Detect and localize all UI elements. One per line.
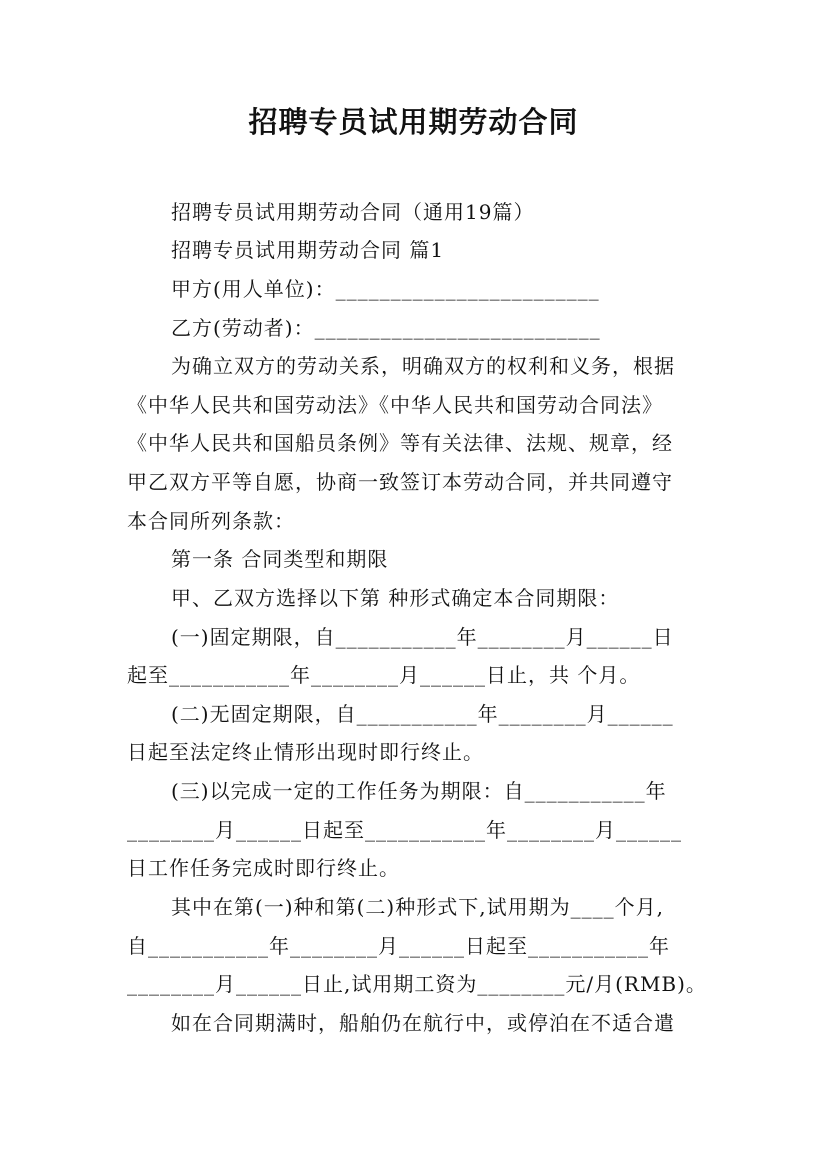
paragraph-line: (二)无固定期限，自___________年________月______: [171, 702, 674, 726]
paragraph-line: 为确立双方的劳动关系，明确双方的权利和义务，根据: [171, 354, 675, 378]
paragraph-line: ________月______日止,试用期工资为________元/月(RMB)。: [127, 972, 707, 996]
paragraph-line: 日工作任务完成时即行终止。: [127, 856, 400, 880]
paragraph-line: 起至___________年________月______日止，共 个月。: [127, 663, 641, 687]
paragraph-line: 其中在第(一)种和第(二)种形式下,试用期为____个月,: [171, 895, 664, 919]
paragraph-line: 自___________年________月______日起至___________年: [127, 934, 670, 958]
paragraph-line: (三)以完成一定的工作任务为期限：自___________年: [171, 779, 667, 803]
paragraph-line: 甲乙双方平等自愿，协商一致签订本劳动合同，并共同遵守: [127, 470, 673, 494]
document-title: 招聘专员试用期劳动合同: [248, 105, 579, 139]
party-b-line: 乙方(劳动者)：__________________________: [171, 316, 601, 340]
paragraph-line: 甲、乙双方选择以下第 种形式确定本合同期限：: [171, 586, 620, 610]
article-heading: 第一条 合同类型和期限: [171, 547, 389, 571]
paragraph-line: 《中华人民共和国劳动法》《中华人民共和国劳动合同法》: [127, 393, 663, 417]
paragraph-line: 如在合同期满时，船舶仍在航行中，或停泊在不适合遣: [171, 1011, 675, 1035]
section-heading: 招聘专员试用期劳动合同 篇1: [171, 238, 445, 262]
paragraph-line: 《中华人民共和国船员条例》等有关法律、法规、规章，经: [127, 431, 673, 455]
paragraph-line: 本合同所列条款：: [127, 509, 295, 533]
paragraph-line: ________月______日起至___________年________月______: [127, 818, 682, 842]
subtitle-line: 招聘专员试用期劳动合同（通用19篇）: [171, 200, 535, 224]
paragraph-line: (一)固定期限，自___________年________月______日: [171, 625, 674, 649]
paragraph-line: 日起至法定终止情形出现时即行终止。: [127, 740, 484, 764]
party-a-line: 甲方(用人单位)：________________________: [171, 277, 600, 301]
